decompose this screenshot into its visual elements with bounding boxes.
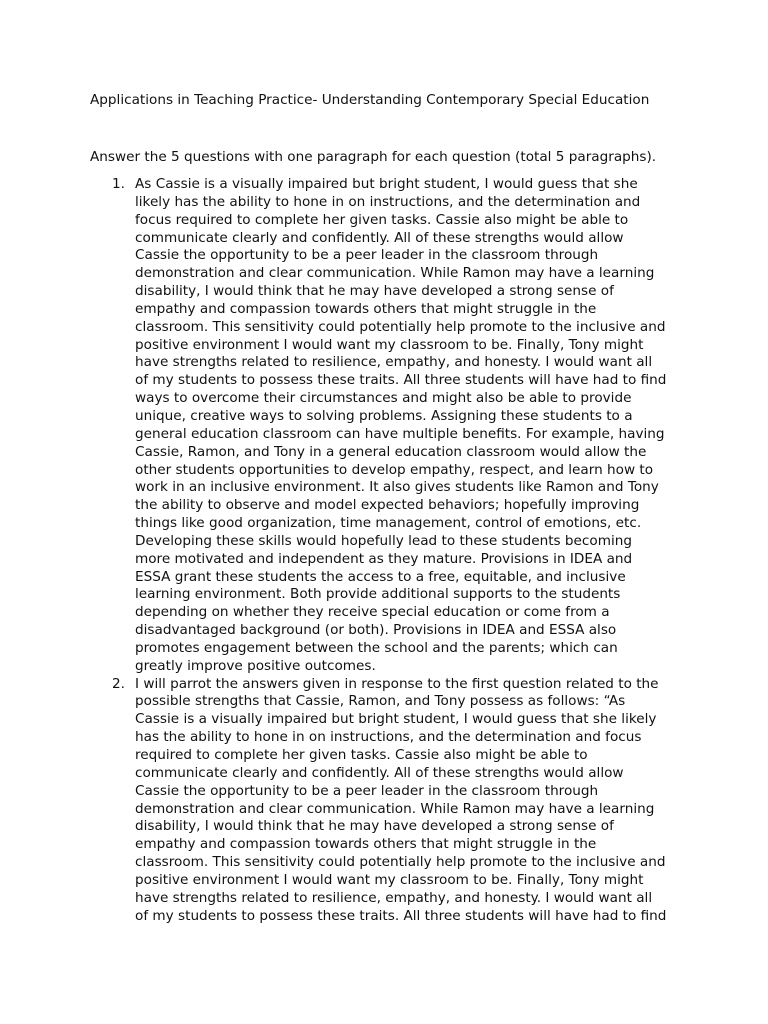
text-line: disability, I would think that he may have developed a strong sense of	[135, 283, 614, 300]
text-line: depending on whether they receive special education or come from a	[135, 604, 610, 621]
text-line: of my students to possess these traits. All three students will have had to find	[135, 907, 667, 924]
text-line: work in an inclusive environment. It also gives students like Ramon and Tony	[135, 479, 659, 496]
text-line: classroom. This sensitivity could potentially help promote to the inclusive and	[135, 854, 666, 871]
text-line: positive environment I would want my classroom to be. Finally, Tony might	[135, 336, 644, 353]
text-line: the ability to observe and model expected behaviors; hopefully improving	[135, 497, 640, 514]
text-line: Cassie the opportunity to be a peer leader in the classroom through	[135, 782, 599, 799]
text-line: demonstration and clear communication. While Ramon may have a learning	[135, 800, 655, 817]
text-line: possible strengths that Cassie, Ramon, and Tony possess as follows: “As	[135, 693, 626, 710]
text-line: positive environment I would want my classroom to be. Finally, Tony might	[135, 871, 644, 888]
text-line: general education classroom can have multiple benefits. For example, having	[135, 425, 665, 442]
text-line: Cassie the opportunity to be a peer leader in the classroom through	[135, 247, 599, 264]
text-line: promotes engagement between the school and the parents; which can	[135, 639, 618, 656]
text-line: ESSA grant these students the access to a free, equitable, and inclusive	[135, 568, 626, 585]
answer-paragraph	[135, 676, 680, 926]
answer-paragraph	[135, 176, 680, 676]
answer-number: 1.	[112, 176, 125, 192]
text-line: demonstration and clear communication. While Ramon may have a learning	[135, 265, 655, 282]
answers-list	[90, 176, 690, 925]
text-line: likely has the ability to hone in on instructions, and the determination and	[135, 193, 641, 210]
text-line: empathy and compassion towards others that might struggle in the	[135, 300, 597, 317]
text-line: has the ability to hone in on instructions, and the determination and focus	[135, 729, 642, 746]
text-line: learning environment. Both provide additional supports to the students	[135, 586, 621, 603]
text-line: have strengths related to resilience, empathy, and honesty. I would want all	[135, 354, 653, 371]
text-line: As Cassie is a visually impaired but bright student, I would guess that she	[135, 176, 638, 192]
text-line: ways to overcome their circumstances and might also be able to provide	[135, 390, 632, 407]
document-title: Applications in Teaching Practice- Understanding Contemporary Special Education	[90, 92, 650, 108]
instructions-text: Answer the 5 questions with one paragraph for each question (total 5 paragraphs).	[90, 149, 657, 165]
text-line: classroom. This sensitivity could potentially help promote to the inclusive and	[135, 318, 666, 335]
text-line: Developing these skills would hopefully lead to these students becoming	[135, 532, 632, 549]
text-line: have strengths related to resilience, empathy, and honesty. I would want all	[135, 889, 653, 906]
answer-item-1	[90, 176, 690, 676]
text-line: I will parrot the answers given in response to the first question related to the	[135, 675, 659, 692]
text-line: communicate clearly and confidently. All of these strengths would allow	[135, 229, 624, 246]
answer-number: 2.	[112, 675, 125, 692]
answer-item-2	[90, 676, 690, 926]
text-line: more motivated and independent as they mature. Provisions in IDEA and	[135, 550, 633, 567]
text-line: communicate clearly and confidently. All of these strengths would allow	[135, 764, 624, 781]
text-line: greatly improve positive outcomes.	[135, 657, 376, 674]
text-line: other students opportunities to develop empathy, respect, and learn how to	[135, 461, 654, 478]
text-line: required to complete her given tasks. Cassie also might be able to	[135, 747, 588, 763]
text-line: empathy and compassion towards others that might struggle in the	[135, 836, 597, 853]
text-line: Cassie, Ramon, and Tony in a general education classroom would allow the	[135, 443, 647, 460]
text-line: unique, creative ways to solving problems. Assigning these students to a	[135, 407, 633, 424]
text-line: things like good organization, time management, control of emotions, etc.	[135, 515, 642, 532]
text-line: focus required to complete her given tasks. Cassie also might be able to	[135, 211, 629, 228]
text-line: Cassie is a visually impaired but bright student, I would guess that she likely	[135, 711, 657, 728]
text-line: disability, I would think that he may have developed a strong sense of	[135, 818, 614, 835]
text-line: disadvantaged background (or both). Provisions in IDEA and ESSA also	[135, 622, 617, 639]
text-line: of my students to possess these traits. All three students will have had to find	[135, 372, 667, 389]
